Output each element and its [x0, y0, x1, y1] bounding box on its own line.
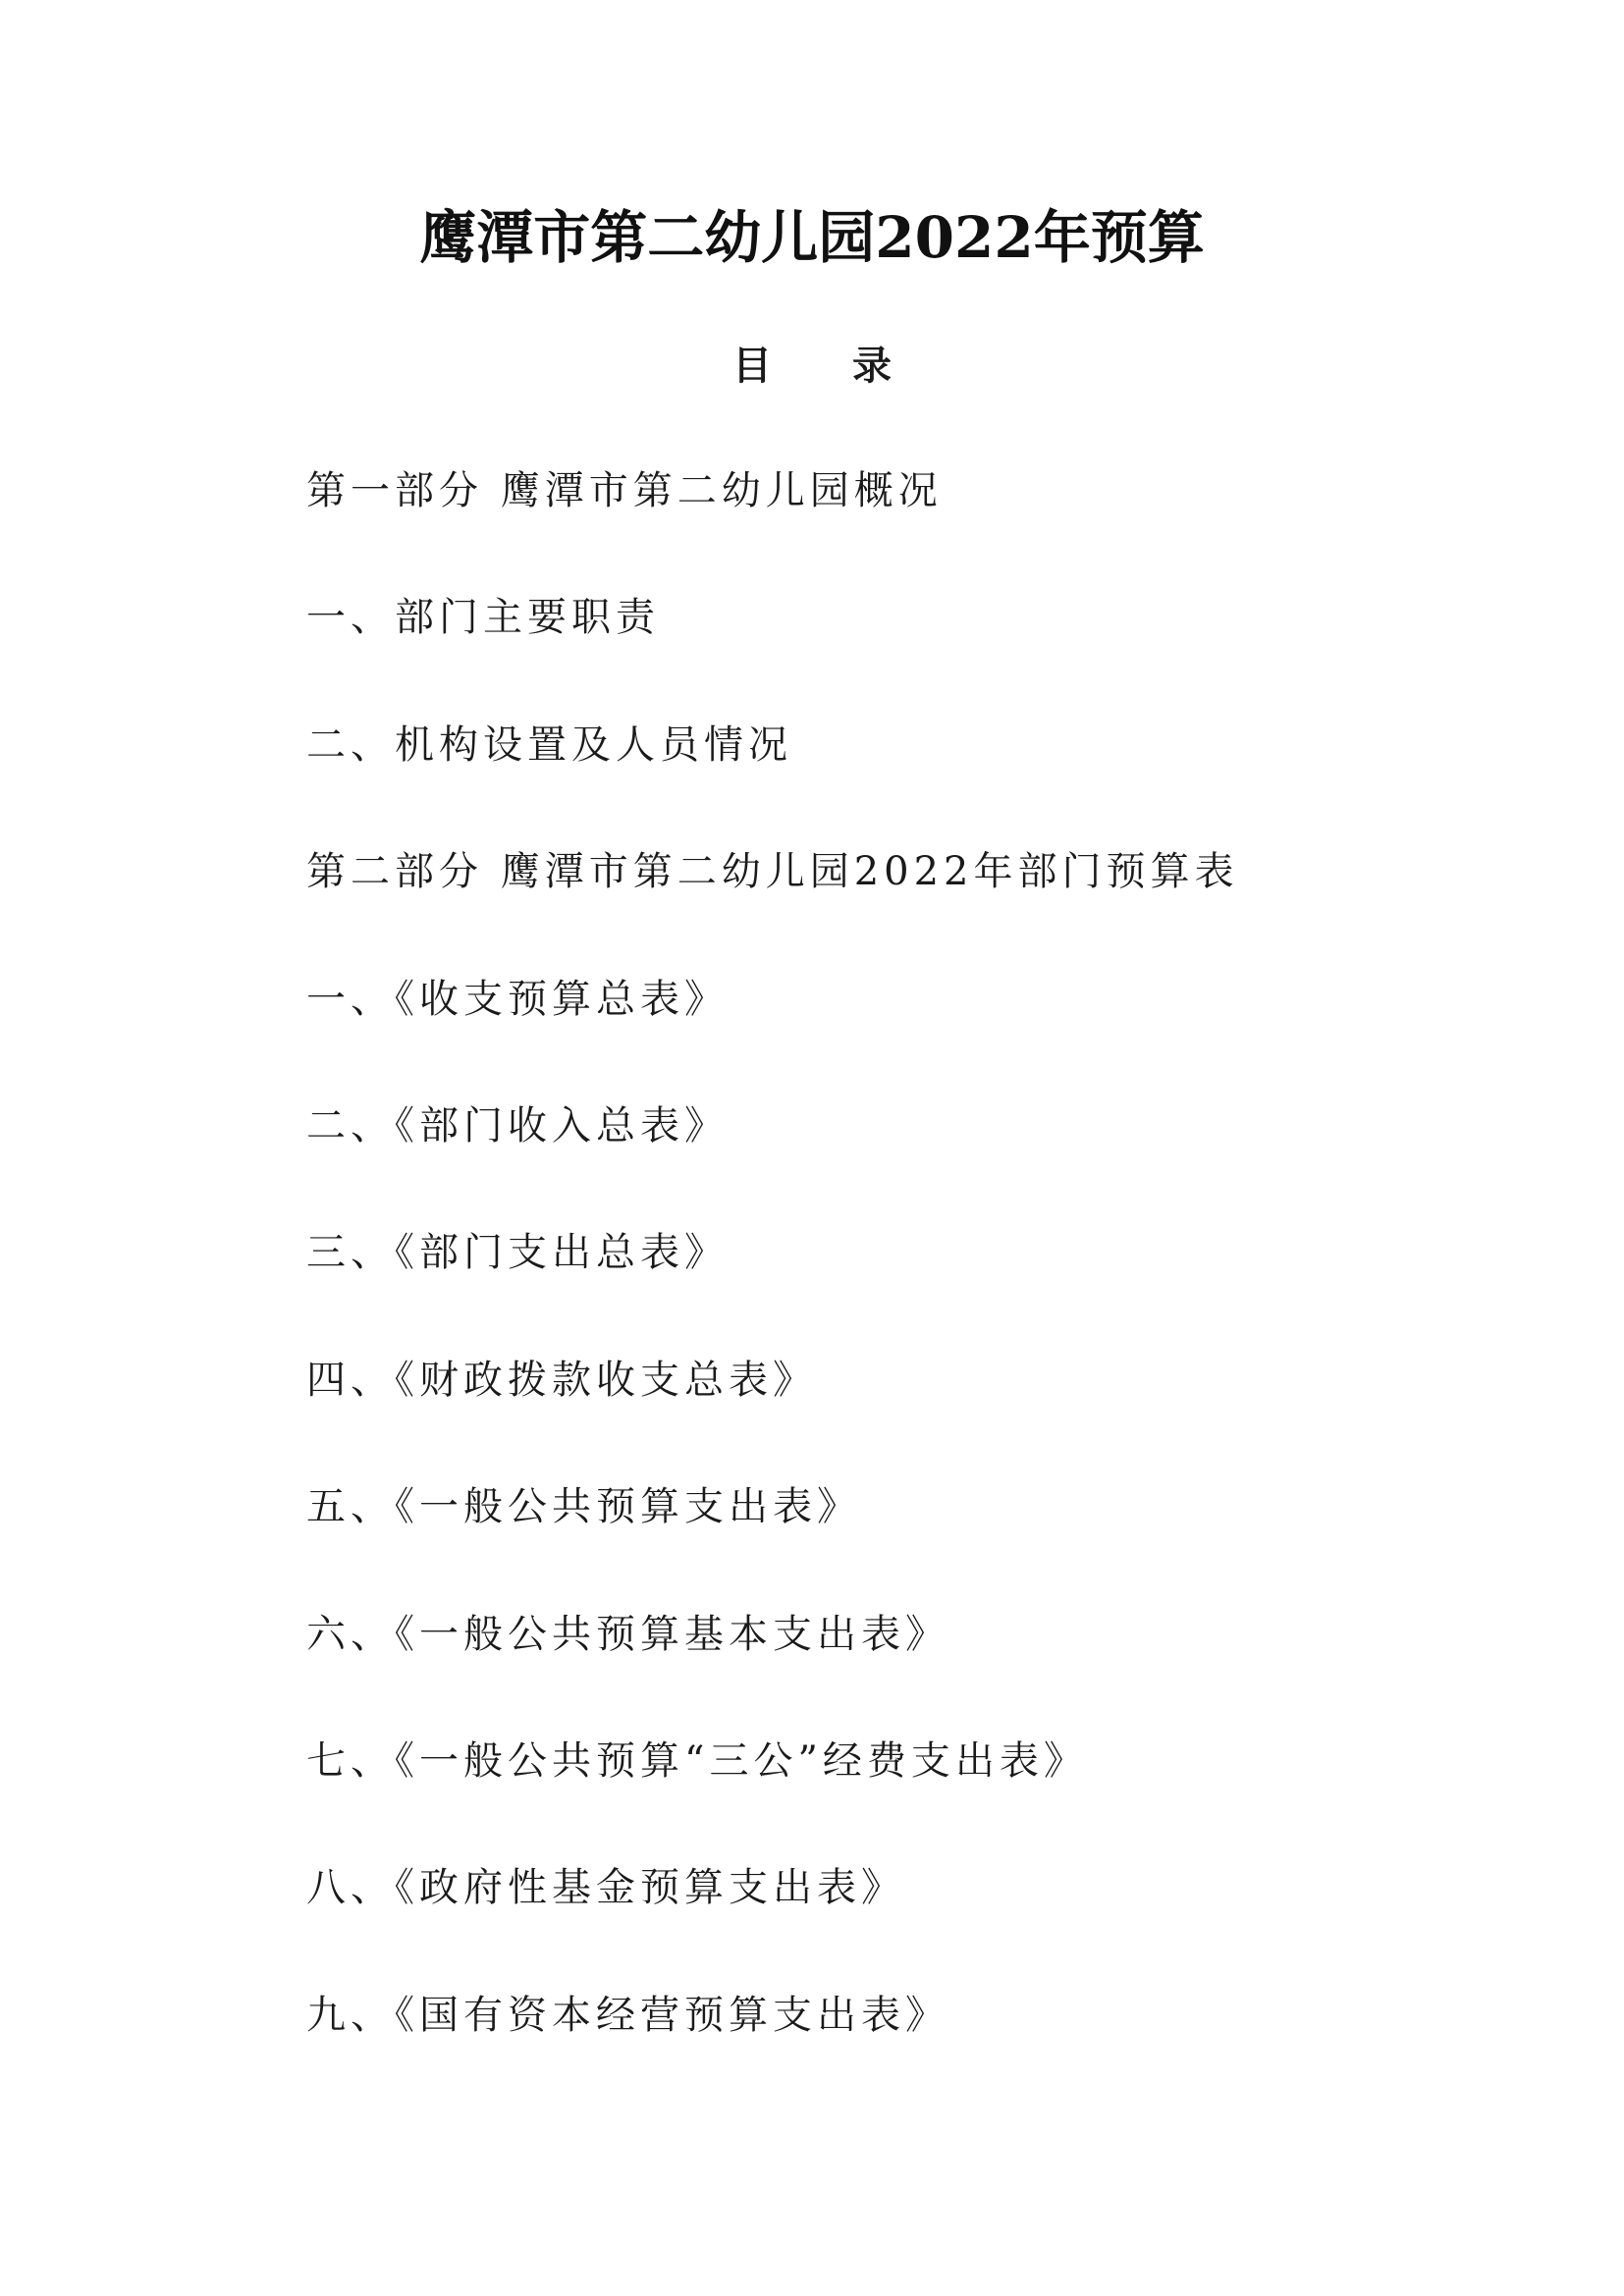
table-of-contents: [306, 461, 1543, 2112]
toc-item-organization-staffing: 二、机构设置及人员情况: [306, 721, 792, 768]
toc-item-department-expenditure: 三、《部门支出总表》: [306, 1230, 729, 1276]
toc-part-two: 第二部分 鹰潭市第二幼儿园2022年部门预算表: [306, 849, 1239, 895]
toc-item-revenue-expenditure-summary: 一、《收支预算总表》: [306, 976, 729, 1022]
toc-heading: 目 录: [732, 343, 925, 389]
toc-item-main-duties: 一、部门主要职责: [306, 595, 660, 641]
toc-item-three-public-expenses: 七、《一般公共预算“三公”经费支出表》: [306, 1737, 1088, 1784]
toc-item-department-revenue: 二、《部门收入总表》: [306, 1102, 729, 1148]
toc-item-state-capital: 九、《国有资本经营预算支出表》: [306, 1992, 949, 2038]
toc-item-general-public-basic: 六、《一般公共预算基本支出表》: [306, 1611, 949, 1657]
toc-item-government-fund: 八、《政府性基金预算支出表》: [306, 1865, 905, 1911]
document-title: 鹰潭市第二幼儿园2022年预算: [419, 204, 1205, 271]
toc-part-one: 第一部分 鹰潭市第二幼儿园概况: [306, 468, 943, 513]
toc-item-general-public-budget: 五、《一般公共预算支出表》: [306, 1484, 861, 1530]
toc-item-fiscal-appropriation: 四、《财政拨款收支总表》: [306, 1357, 817, 1403]
